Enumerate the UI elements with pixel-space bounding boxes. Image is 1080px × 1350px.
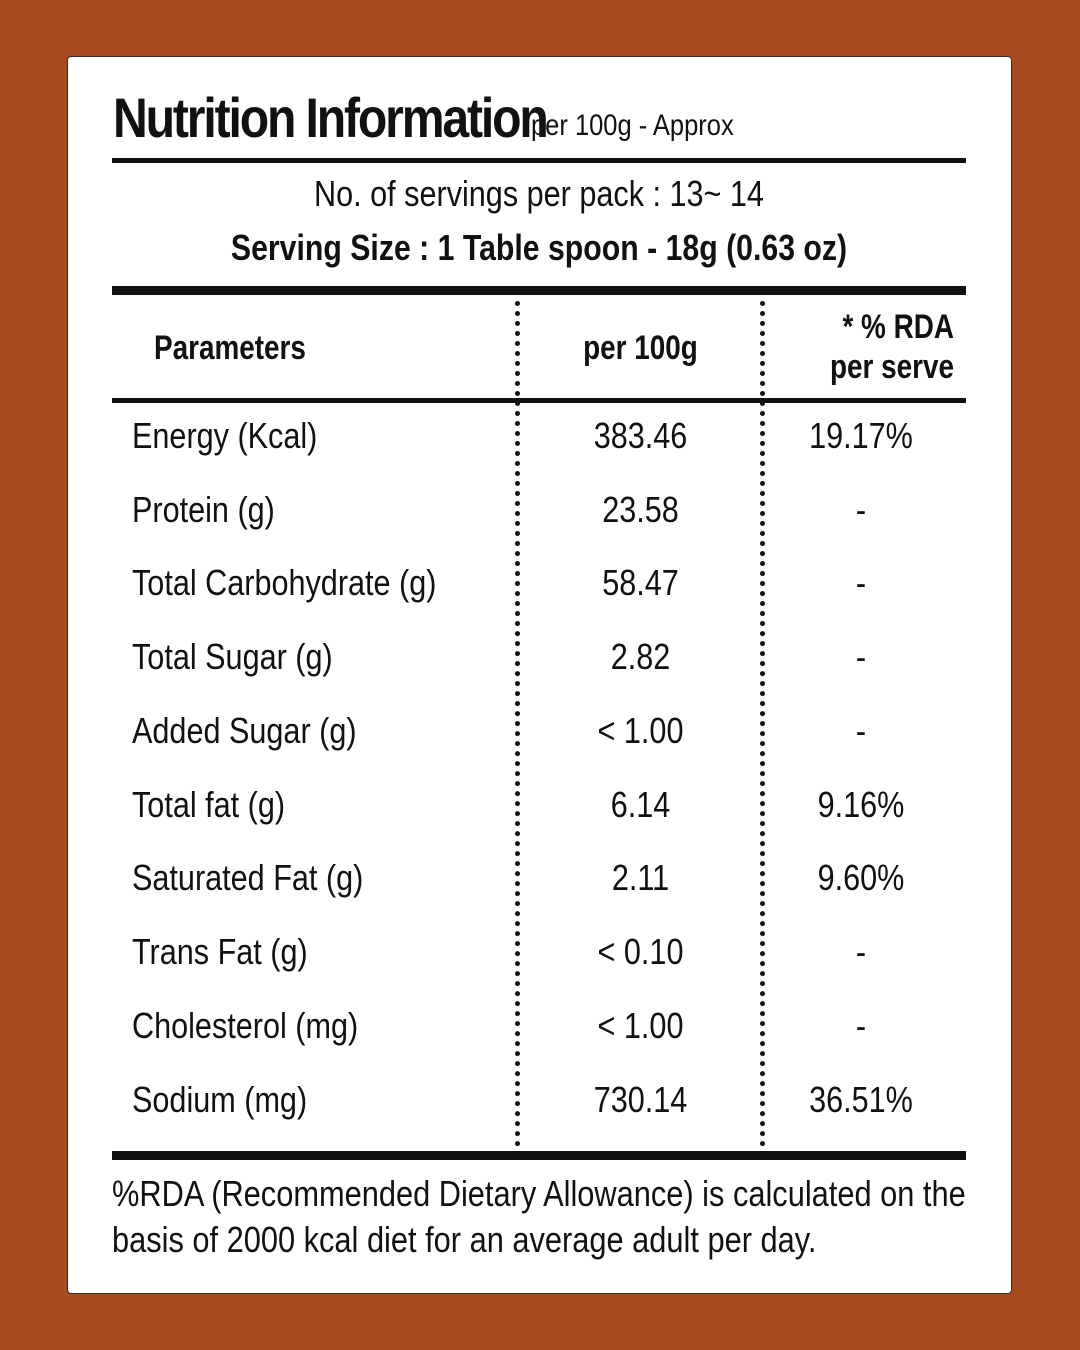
row-value: 730.14: [593, 1079, 688, 1120]
divider-header: [112, 398, 966, 403]
divider-top: [112, 158, 966, 163]
header-parameters: Parameters: [154, 329, 306, 367]
row-name: Total fat (g): [132, 784, 286, 825]
row-name: Total Sugar (g): [132, 636, 333, 677]
row-name: Sodium (mg): [132, 1079, 308, 1120]
row-value: 2.11: [611, 857, 670, 898]
row-value: < 1.00: [597, 710, 684, 751]
row-name: Cholesterol (mg): [132, 1005, 359, 1046]
row-value: 58.47: [602, 562, 679, 603]
row-name: Protein (g): [132, 489, 275, 530]
table-row: [112, 710, 966, 784]
row-value: < 1.00: [597, 1005, 684, 1046]
row-rda: 19.17%: [809, 415, 913, 456]
table-row: [112, 931, 966, 1005]
row-rda: -: [855, 710, 867, 751]
row-value: 6.14: [610, 784, 671, 825]
table-row: [112, 1079, 966, 1153]
row-value: < 0.10: [597, 931, 684, 972]
row-rda: 9.60%: [817, 857, 905, 898]
table-row: [112, 489, 966, 563]
row-name: Added Sugar (g): [132, 710, 357, 751]
table-row: [112, 857, 966, 931]
row-rda: -: [855, 562, 867, 603]
row-rda: -: [855, 636, 867, 677]
row-value: 2.82: [610, 636, 671, 677]
row-rda: 36.51%: [809, 1079, 913, 1120]
row-rda: -: [855, 931, 867, 972]
page-title: Nutrition Information: [113, 86, 547, 149]
table-row: [112, 784, 966, 858]
title-subtitle: per 100g - Approx: [531, 109, 734, 142]
divider-table-top: [112, 286, 966, 295]
header-rda: * % RDA per serve: [829, 308, 954, 386]
row-name: Total Carbohydrate (g): [132, 562, 437, 603]
table-row: [112, 636, 966, 710]
row-value: 23.58: [602, 489, 679, 530]
table-row: [112, 1005, 966, 1079]
divider-table-bottom: [112, 1151, 966, 1160]
header-per-100g: per 100g: [583, 329, 698, 367]
row-rda: -: [855, 1005, 867, 1046]
row-name: Saturated Fat (g): [132, 857, 364, 898]
row-name: Energy (Kcal): [132, 415, 318, 456]
serving-size: Serving Size : 1 Table spoon - 18g (0.63 oz): [230, 227, 848, 268]
table-row: [112, 415, 966, 489]
nutrition-label: [67, 56, 1012, 1294]
rda-footnote: %RDA (Recommended Dietary Allowance) is calculated on the basis of 2000 kcal diet for an average adult per day.: [112, 1173, 966, 1260]
row-rda: -: [855, 489, 867, 530]
row-rda: 9.16%: [817, 784, 905, 825]
table-row: [112, 562, 966, 636]
row-name: Trans Fat (g): [132, 931, 308, 972]
row-value: 383.46: [593, 415, 688, 456]
servings-per-pack: No. of servings per pack : 13~ 14: [314, 173, 764, 214]
